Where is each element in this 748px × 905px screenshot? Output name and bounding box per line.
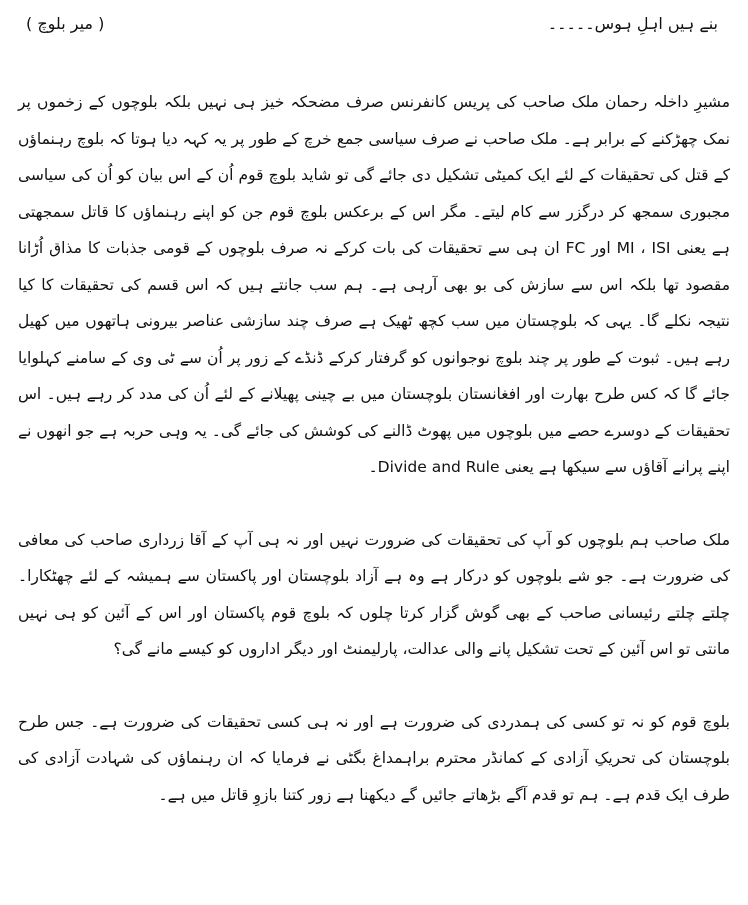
paragraph-spacer (18, 668, 730, 704)
article-body (18, 84, 730, 813)
paragraph-2: ملک صاحب ہم بلوچوں کو آپ کی تحقیقات کی ضرورت نہیں اور نہ ہی آپ کے آقا زرداری صاحب کی معافی کی ضرورت ہے۔ جو شے بلوچوں کو درکار ہے وہ ہے آزاد بلوچستان اور پاکستان سے ہمیشہ کے لئے چھٹکارا۔ چلتے چلتے رئیسانی صاحب کے بھی گوش گزار کرتا چلوں کہ بلوچ قوم پاکستان اور اس کے آئین کو ہی نہیں مانتی تو اس آئین کے تحت تشکیل پانے والی عدالت، پارلیمنٹ اور دیگر اداروں کو کیسے مانے گی؟ (18, 530, 730, 658)
paragraph-spacer (18, 486, 730, 522)
paragraph-3: بلوچ قوم کو نہ تو کسی کی ہمدردی کی ضرورت ہے اور نہ ہی کسی تحقیقات کی ضرورت ہے۔ جس طرح بلوچستان کی تحریکِ آزادی کے کمانڈر محترم براہمداغ بگٹی نے فرمایا کہ ان رہنماؤں کی شہادت آزادی کی طرف ایک قدم ہے۔ ہم تو قدم آگے بڑھاتے جائیں گے دیکھنا ہے زور کتنا بازوِ قاتل میں ہے۔ (18, 712, 730, 804)
author-name: ( میر بلوچ ) (26, 14, 105, 33)
article-title: بنے ہیں اہلِ ہوس۔۔۔۔۔ (547, 14, 718, 33)
article-header (18, 10, 730, 44)
paragraph-1: مشیرِ داخلہ رحمان ملک صاحب کی پریس کانفرنس صرف مضحکہ خیز ہی نہیں بلکہ بلوچوں کے زخموں پر نمک چھڑکنے کے برابر ہے۔ ملک صاحب نے صرف سیاسی جمع خرچ کے طور پر یہ کہہ دیا ہوتا کہ بلوچ رہنماؤں کے قتل کی تحقیقات کے لئے ایک کمیٹی تشکیل دی جائے گی تو شاید بلوچ قوم اُن کے اس بیان کو اُن کی سیاسی مجبوری سمجھ کر درگزر سے کام لیتے۔ مگر اس کے برعکس بلوچ قوم جن کو اپنے رہنماؤں کا قاتل سمجھتی ہے یعنی MI ، ISI اور FC ان ہی سے تحقیقات کی بات کرکے نہ صرف بلوچوں کے قومی جذبات کا مذاق اُڑانا مقصود تھا بلکہ اس سے سازش کی بو بھی آرہی ہے۔ ہم سب جانتے ہیں کہ اس قسم کی تحقیقات کا کیا نتیجہ نکلے گا۔ یہی کہ بلوچستان میں سب کچھ ٹھیک ہے صرف چند سازشی عناصر بیرونی ہاتھوں میں کھیل رہے ہیں۔ ثبوت کے طور پر چند بلوچ نوجوانوں کو گرفتار کرکے ڈنڈے کے زور پر اُن سے ٹی وی کے سامنے کہلوایا جائے گا کہ کس طرح بھارت اور افغانستان بلوچستان میں بے چینی پھیلانے کے لئے اُن کی مدد کر رہے ہیں۔ اس تحقیقات کے دوسرے حصے میں بلوچوں میں پھوٹ ڈالنے کی کوشش کی جائے گی۔ یہ وہی حربہ ہے جو انھوں نے اپنے پرانے آقاؤں سے سیکھا ہے یعنی Divide and Rule۔ (18, 93, 730, 476)
